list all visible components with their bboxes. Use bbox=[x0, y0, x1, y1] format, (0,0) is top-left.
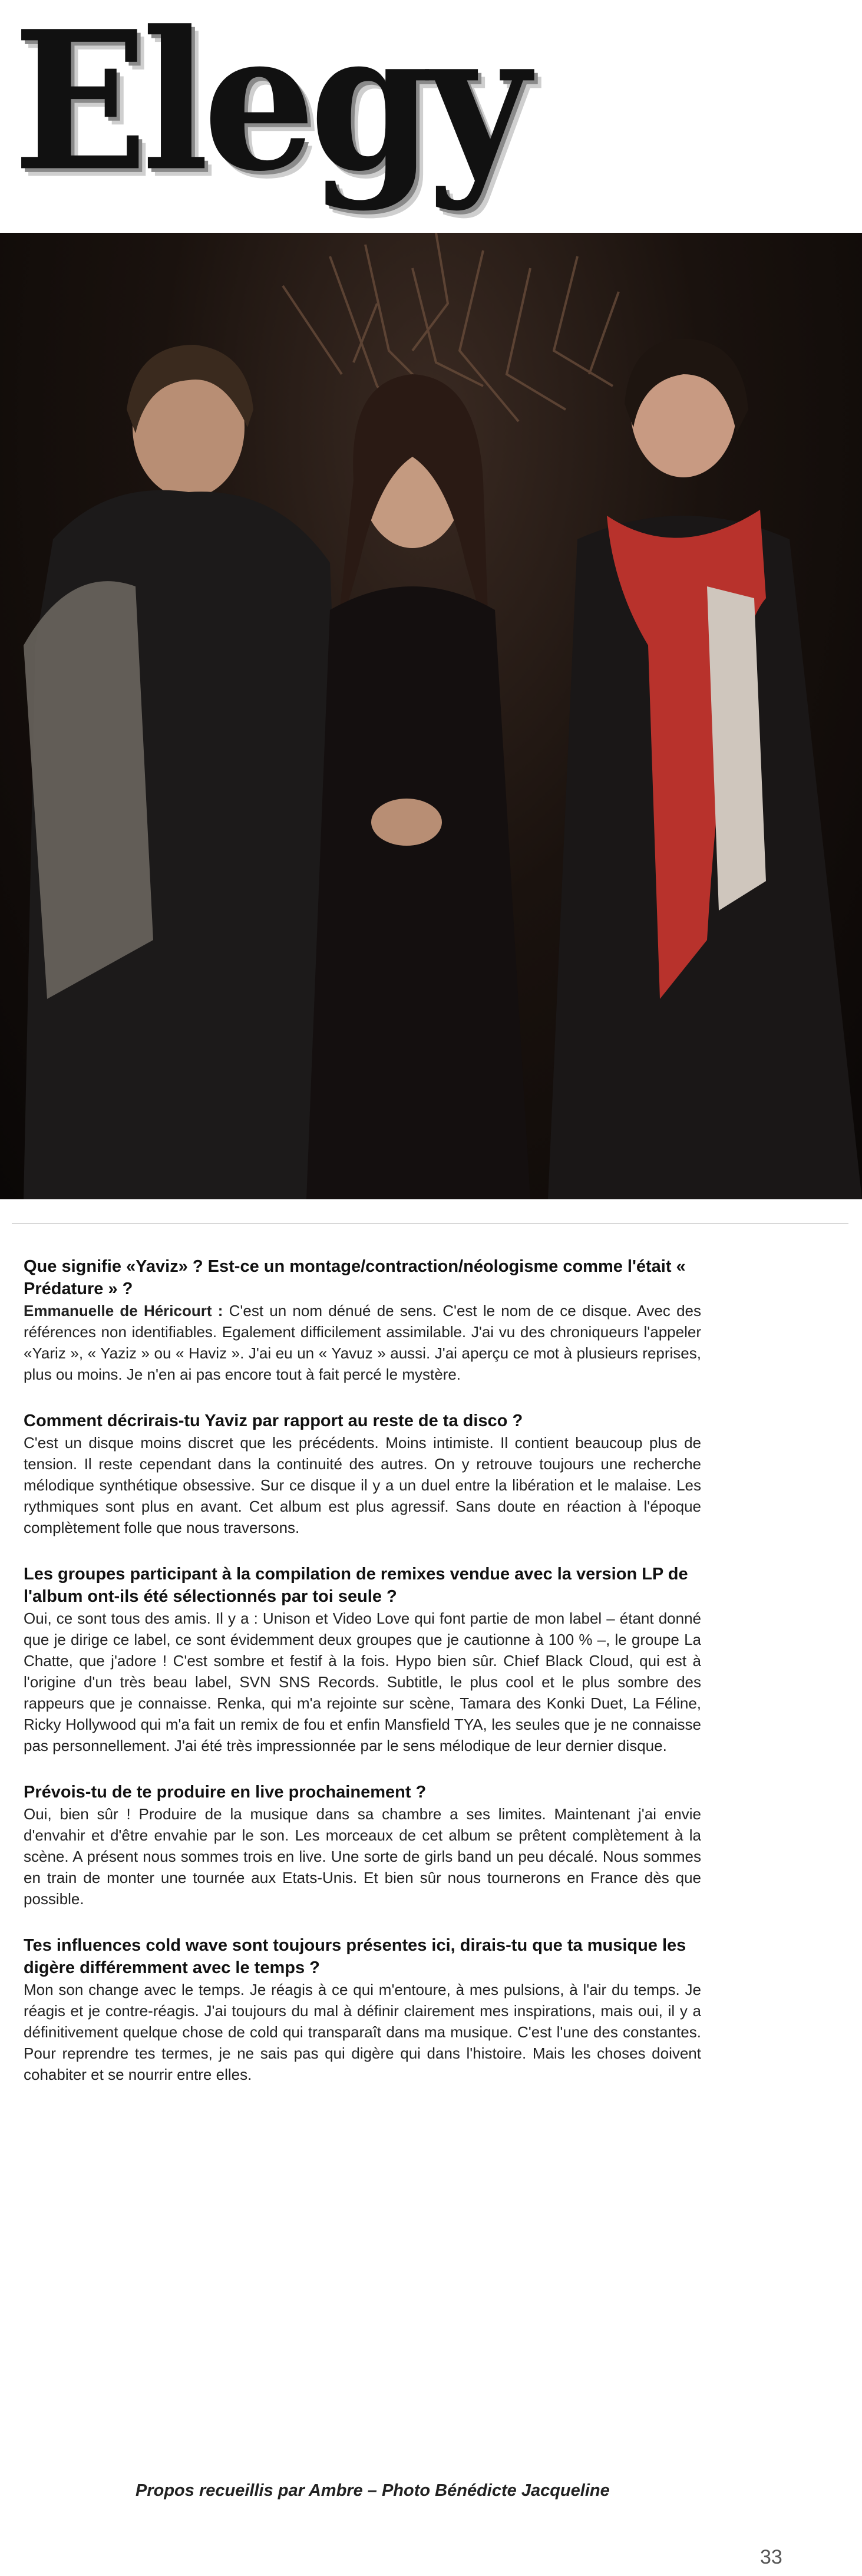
person-left-graphic bbox=[24, 345, 354, 1199]
qa-block bbox=[24, 1563, 701, 1756]
person-right-graphic bbox=[548, 339, 862, 1199]
answer-text: Mon son change avec le temps. Je réagis à ce qui m'entoure, à mes pulsions, à l'air du temps. Je réagis et je contre-réagis. J'ai toujours du mal à définir clairement mes inspirations, mais oui, il y a définitivement quelque chose de cold qui transparaît dans ma musique. C'est l'une des constantes. Pour reprendre tes termes, je ne sais pas qui digère qui dans l'histoire. Mais les choses doivent cohabiter et se nourrir entre elles. bbox=[24, 1981, 701, 2083]
answer-text: C'est un nom dénué de sens. C'est le nom de ce disque. Avec des références non identifiables. Egalement difficilement assimilable. J'ai vu des chroniqueurs l'appeler «Yariz », « Yaziz » ou « Haviz ». J'ai eu un « Yavuz » aussi. J'ai aperçu ce mot à plusieurs reprises, plus ou moins. Je n'en ai pas encore tout à fait percé le mystère. bbox=[24, 1302, 701, 1383]
qa-block bbox=[24, 1410, 701, 1538]
question: Que signifie «Yaviz» ? Est-ce un montage/contraction/néologisme comme l'était « Prédature » ? bbox=[24, 1257, 686, 1298]
qa-block bbox=[24, 1255, 701, 1385]
question: Les groupes participant à la compilation de remixes vendue avec la version LP de l'album ont-ils été sélectionnés par toi seule ? bbox=[24, 1565, 688, 1606]
answer bbox=[24, 1300, 701, 1385]
band-photo-illustration bbox=[0, 233, 862, 1199]
divider bbox=[12, 1223, 848, 1224]
page-number: 33 bbox=[760, 2546, 782, 2568]
question: Tes influences cold wave sont toujours présentes ici, dirais-tu que ta musique les digère différemment avec le temps ? bbox=[24, 1936, 686, 1977]
speaker-name: Emmanuelle de Héricourt : bbox=[24, 1302, 223, 1320]
qa-block bbox=[24, 1781, 701, 1909]
answer-text: Oui, bien sûr ! Produire de la musique dans sa chambre a ses limites. Maintenant j'ai envie d'envahir et d'être envahie par le son. Les morceaux de cet album se prêtent complètement à la scène. A présent nous sommes trois en live. Une sorte de girls band un peu décalé. Nous sommes en train de monter une tournée aux Etats-Unis. Et bien sûr nous tournerons en France dès que possible. bbox=[24, 1805, 701, 1908]
person-middle-graphic bbox=[306, 374, 530, 1199]
answer-text: Oui, ce sont tous des amis. Il y a : Unison et Video Love qui font partie de mon label – étant donné que je dirige ce label, ce sont évidemment deux groupes que je cautionne à 100 % –, le groupe La Chatte, que j'adore ! C'est sombre et festif à la fois. Hypo bien sûr. Chief Black Cloud, qui est à l'origine d'un très beau label, SVN SNS Records. Subtitle, le plus cool et le plus sombre des rappeurs que je connaisse. Renka, qui m'a rejointe sur scène, Tamara des Konki Duet, La Féline, Ricky Hollywood qui m'a fait un remix de fou et enfin Mansfield TYA, les seules que je ne connaisse pas personnellement. J'ai été très impressionnée par le sens mélodique de leur dernier disque. bbox=[24, 1609, 701, 1754]
masthead bbox=[0, 0, 862, 230]
band-photo bbox=[0, 233, 862, 1199]
interview-article bbox=[24, 1255, 701, 2552]
question: Comment décrirais-tu Yaviz par rapport au reste de ta disco ? bbox=[24, 1411, 523, 1430]
question: Prévois-tu de te produire en live prochainement ? bbox=[24, 1783, 427, 1802]
photo-credit: Propos recueillis par Ambre – Photo Bénédicte Jacqueline bbox=[136, 2481, 610, 2500]
qa-block bbox=[24, 1934, 701, 2085]
magazine-logo: Elegy bbox=[13, 0, 524, 214]
answer-text: C'est un disque moins discret que les précédents. Moins intimiste. Il contient beaucoup plus de tension. Il reste cependant dans la continuité des autres. On y retrouve toujours une recherche mélodique synthétique obsessive. Sur ce disque il y a un duel entre la libération et le malaise. Les rythmiques sont plus en avant. Cet album est plus agressif. Sans doute en réaction à l'époque complètement folle que nous traversons. bbox=[24, 1434, 701, 1536]
